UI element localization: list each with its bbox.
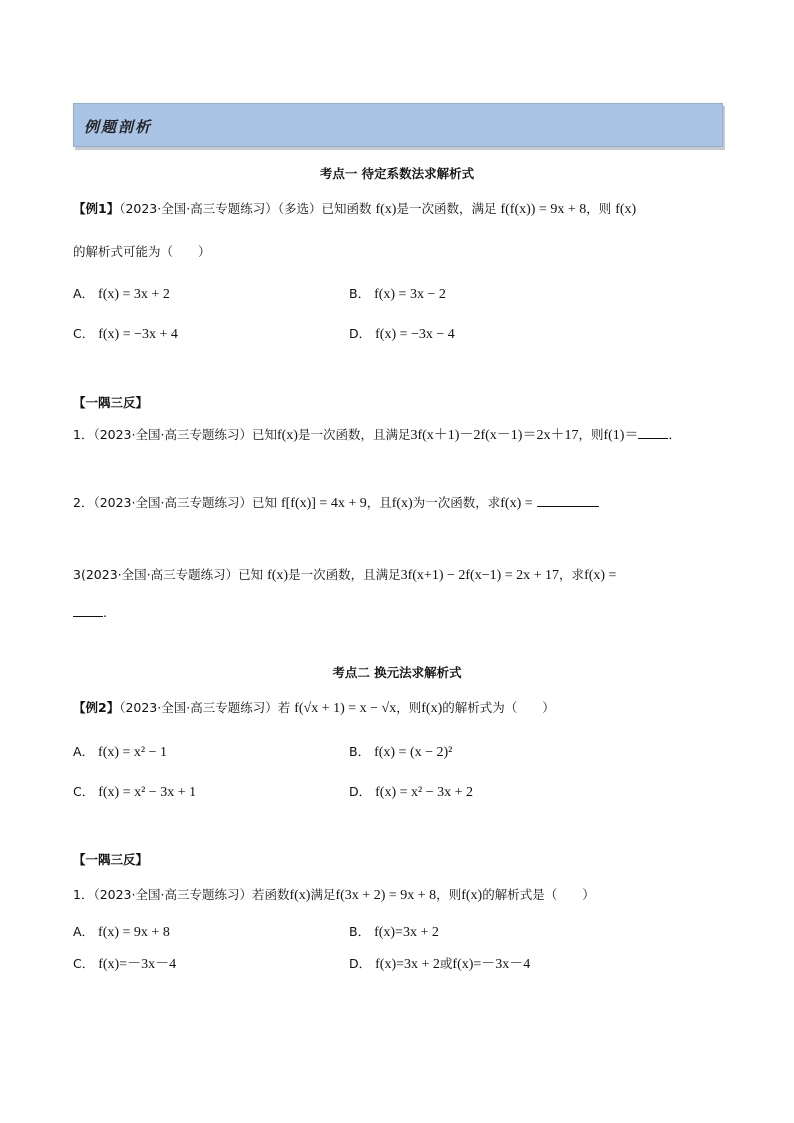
example1-option-c — [73, 325, 178, 344]
q2-tail: 为一次函数，求 — [412, 495, 501, 510]
option-math: f(x) = x² − 3x + 2 — [375, 785, 473, 800]
q1-math3: f(1)＝ — [603, 428, 639, 443]
option-math: f(x)=－3x－4 — [98, 957, 177, 972]
example1-line2: 的解析式可能为（ ） — [73, 244, 211, 259]
q1-math2: f(3x + 2) = 9x + 8 — [335, 888, 437, 903]
option-math-2: f(x)=－3x－4 — [452, 957, 531, 972]
example1-option-b — [349, 285, 446, 304]
q3-end: . — [103, 605, 107, 620]
q3-math1: f(x) — [267, 568, 289, 583]
q2-prefix: 2．（2023·全国·高三专题练习）已知 — [73, 495, 277, 510]
q2-math3: f(x) = — [500, 496, 533, 511]
practice2-label: 【一隅三反】 — [73, 852, 149, 867]
option-math: f(x) = (x − 2)² — [374, 745, 453, 760]
option-key: A． — [73, 924, 95, 939]
q1-mid: 是一次函数，且满足 — [297, 427, 411, 442]
section2-heading: 考点二 换元法求解析式 — [332, 665, 462, 680]
q1-math1: f(x) — [276, 428, 298, 443]
answer-blank — [638, 426, 668, 439]
section-banner — [73, 103, 723, 147]
q3-mid: 是一次函数，且满足 — [288, 567, 401, 582]
option-or: 或 — [439, 956, 453, 971]
practice2-option-c — [73, 955, 176, 974]
example1-math3: f(x) — [615, 202, 637, 217]
option-math: f(x) = x² − 3x + 1 — [98, 785, 197, 800]
example2-line1 — [73, 699, 555, 718]
practice2-q1 — [73, 886, 595, 905]
q1-end: 的解析式是（ ） — [482, 887, 595, 902]
option-key: D． — [349, 956, 372, 971]
example2-text2: 的解析式为（ ） — [442, 700, 555, 715]
option-key: B． — [349, 286, 371, 301]
answer-blank — [73, 604, 103, 617]
example2-math2: f(x) — [421, 701, 443, 716]
q1-mid: 满足 — [310, 887, 336, 902]
option-key: C． — [73, 956, 95, 971]
example2-math1: f(√x + 1) = x − √x — [294, 701, 397, 716]
example1-text1: 是一次函数，满足 — [396, 201, 497, 216]
q3-prefix: 3(2023·全国·高三专题练习）已知 — [73, 567, 264, 582]
practice2-option-b — [349, 923, 439, 942]
example2-option-c — [73, 783, 196, 802]
q1-end: ． — [668, 427, 681, 442]
q1-prefix: 1．（2023·全国·高三专题练习）已知 — [73, 427, 277, 442]
example2-text1: ，则 — [396, 700, 422, 715]
option-key: A． — [73, 744, 95, 759]
q3-math2: 3f(x+1) − 2f(x−1) = 2x + 17 — [400, 568, 560, 583]
option-key: B． — [349, 924, 371, 939]
q1-math1: f(x) — [289, 888, 311, 903]
q1-tail: ，则 — [578, 427, 604, 442]
practice1-label: 【一隅三反】 — [73, 395, 149, 410]
option-math: f(x) = −3x + 4 — [98, 327, 178, 342]
example1-text2: ，则 — [586, 201, 612, 216]
option-key: C． — [73, 784, 95, 799]
q2-math1: f[f(x)] = 4x + 9 — [280, 496, 367, 511]
option-math: f(x) = 3x − 2 — [374, 287, 446, 302]
example1-option-a — [73, 285, 170, 304]
example2-option-d — [349, 783, 473, 802]
option-math: f(x) = 9x + 8 — [98, 925, 170, 940]
example1-label: 【例1】 — [73, 201, 120, 216]
q2-mid: ，且 — [366, 495, 392, 510]
option-math: f(x) = x² − 1 — [98, 745, 168, 760]
option-math: f(x)=3x + 2 — [375, 957, 440, 972]
practice1-q2 — [73, 494, 599, 513]
option-key: C． — [73, 326, 95, 341]
option-math: f(x)=3x + 2 — [374, 925, 439, 940]
example1-math1: f(x) — [375, 202, 397, 217]
example1-line1 — [73, 200, 636, 219]
example1-math2: f(f(x)) = 9x + 8 — [500, 202, 587, 217]
q1-prefix: 1．（2023·全国·高三专题练习）若函数 — [73, 887, 290, 902]
example2-option-b — [349, 743, 452, 762]
option-key: B． — [349, 744, 371, 759]
option-math: f(x) = −3x − 4 — [375, 327, 455, 342]
practice1-q3-line2 — [73, 604, 107, 622]
option-key: D． — [349, 784, 372, 799]
section1-heading: 考点一 待定系数法求解析式 — [319, 166, 475, 181]
q3-tail: ，求 — [559, 567, 585, 582]
practice1-q3 — [73, 566, 616, 585]
example2-source: （2023·全国·高三专题练习）若 — [119, 700, 291, 715]
example2-option-a — [73, 743, 167, 762]
practice2-option-d — [349, 955, 530, 974]
option-math: f(x) = 3x + 2 — [98, 287, 170, 302]
practice1-q1 — [73, 426, 681, 445]
q1-math2: 3f(x＋1)－2f(x－1)＝2x＋17 — [410, 428, 579, 443]
option-key: D． — [349, 326, 372, 341]
example2-label: 【例2】 — [73, 700, 120, 715]
answer-blank — [537, 494, 599, 507]
practice2-option-a — [73, 923, 170, 942]
example1-source: （2023·全国·高三专题练习）（多选）已知函数 — [119, 201, 372, 216]
q2-math2: f(x) — [391, 496, 413, 511]
option-key: A． — [73, 286, 95, 301]
q3-math3: f(x) = — [584, 568, 617, 583]
example1-option-d — [349, 325, 455, 344]
banner-title: 例题剖析 — [84, 118, 153, 136]
q1-math3: f(x) — [461, 888, 483, 903]
q1-tail: ，则 — [436, 887, 462, 902]
